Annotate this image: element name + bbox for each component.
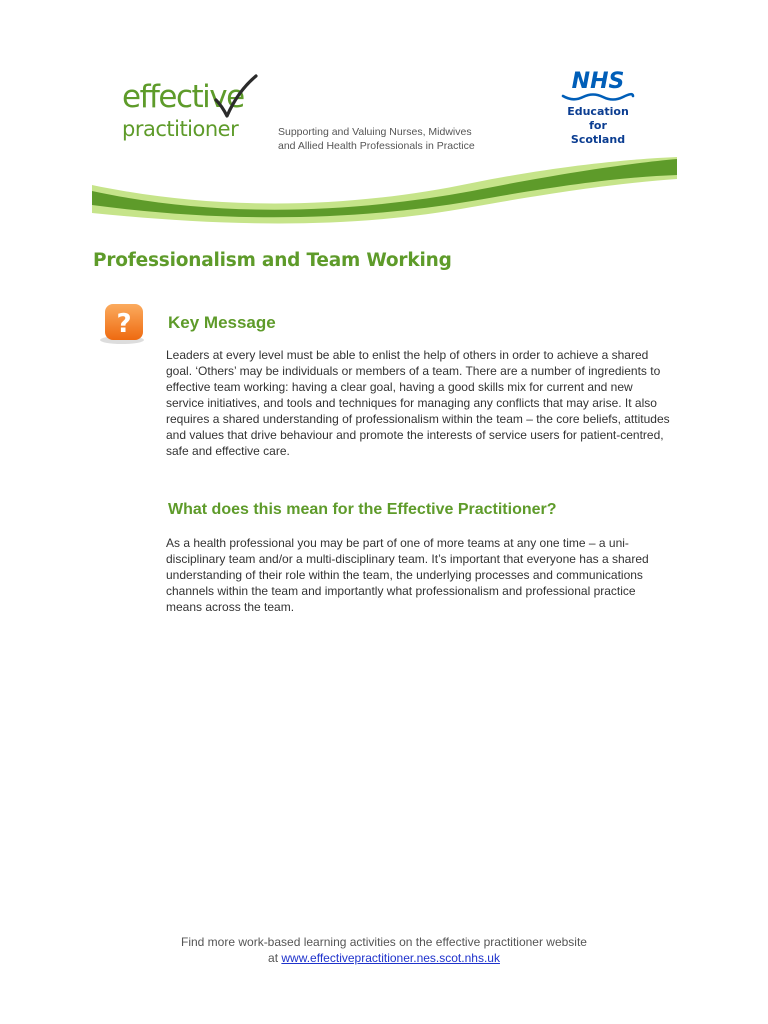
svg-text:?: ? (116, 309, 132, 339)
page-title: Professionalism and Team Working (93, 250, 452, 271)
effective-practitioner-logo (120, 78, 260, 148)
checkmark-icon (212, 74, 258, 118)
nhs-line-for: for (589, 119, 607, 132)
meaning-heading: What does this mean for the Effective Practitioner? (168, 501, 557, 518)
tagline-line-1: Supporting and Valuing Nurses, Midwives (278, 126, 472, 138)
logo-word-effective: effective (122, 79, 244, 115)
key-message-heading: Key Message (168, 313, 276, 332)
logo-word-practitioner: practitioner (122, 117, 239, 141)
green-swoosh-banner (92, 155, 677, 225)
footer-prefix: at (268, 951, 279, 965)
tagline-line-2: and Allied Health Professionals in Practice (278, 139, 475, 152)
nhs-line-education: Education (567, 105, 629, 118)
footer-line-1: Find more work-based learning activities on the effective practitioner website (181, 935, 587, 949)
header-tagline (278, 126, 475, 153)
nhs-education-scotland-logo (558, 70, 638, 150)
meaning-body: As a health professional you may be part of one of more teams at any one time – a uni-disciplinary team and/or a multi-disciplinary team. It’s important that everyone has a shared understanding of their role within the team, the underlying processes and communications channels within the team and importantly what professionalism and professional practice means across the team. (166, 536, 649, 614)
question-mark-icon (98, 302, 148, 346)
website-link[interactable]: www.effectivepractitioner.nes.scot.nhs.uk (281, 951, 500, 965)
key-message-body: Leaders at every level must be able to enlist the help of others in order to achieve a shared goal. ‘Others’ may be individuals or members of a team. There are a number of ingredients to effective team working: having a clear goal, having a good skills mix for current and new service initiatives, and tools and techniques for managing any conflicts that may arise. It also requires a shared understanding of professionalism within the team – the core beliefs, attitudes and values that drive behaviour and promote the interests of service users for patient-centred, safe and effective care. (166, 348, 670, 458)
footer-line-2 (0, 950, 768, 966)
footer (0, 934, 768, 966)
nhs-line-scotland: Scotland (570, 133, 626, 146)
nhs-wordmark: NHS (571, 69, 625, 94)
